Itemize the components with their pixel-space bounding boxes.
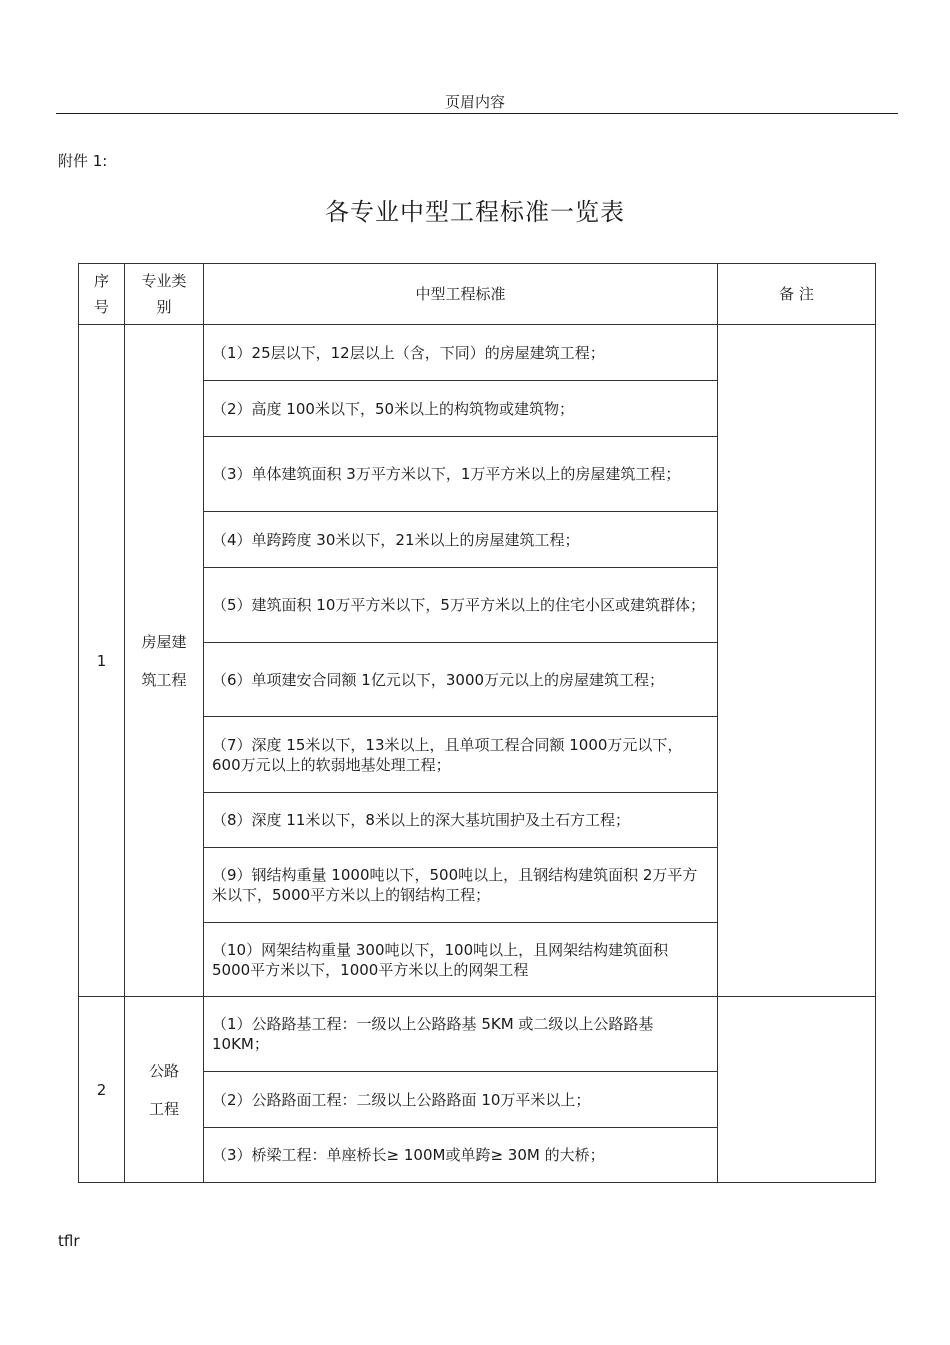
criteria-cell: （2）公路路面工程：二级以上公路路面 10万平米以上；	[204, 1072, 718, 1128]
seq-cell: 1	[79, 325, 125, 997]
page-header-text: 页眉内容	[444, 93, 505, 111]
criteria-cell: （4）单跨跨度 30米以下，21米以上的房屋建筑工程；	[204, 512, 718, 568]
table-body	[79, 325, 876, 1183]
criteria-cell: （9）钢结构重量 1000吨以下，500吨以上，且钢结构建筑面积 2万平方米以下，5000平方米以上的钢结构工程；	[204, 848, 718, 923]
criteria-cell: （8）深度 11米以下，8米以上的深大基坑围护及土石方工程；	[204, 793, 718, 848]
remark-header: 备 注	[718, 264, 876, 325]
header-rule	[56, 113, 898, 114]
criteria-cell: （6）单项建安合同额 1亿元以下，3000万元以上的房屋建筑工程；	[204, 643, 718, 717]
criteria-cell: （2）高度 100米以下，50米以上的构筑物或建筑物；	[204, 381, 718, 437]
attachment-label: 附件 1:	[58, 152, 108, 170]
criteria-cell: （3）单体建筑面积 3万平方米以下，1万平方米以上的房屋建筑工程；	[204, 437, 718, 512]
document-title: 各专业中型工程标准一览表	[325, 198, 625, 226]
criteria-cell: （1）公路路基工程：一级以上公路路基 5KM 或二级以上公路路基 10KM；	[204, 997, 718, 1072]
criteria-header: 中型工程标准	[204, 264, 718, 325]
category-header: 专业类别	[125, 264, 204, 325]
table-row	[79, 325, 876, 381]
standards-table	[78, 263, 876, 1183]
criteria-cell: （3）桥梁工程：单座桥长≥ 100M或单跨≥ 30M 的大桥；	[204, 1128, 718, 1183]
table-header-row	[79, 264, 876, 325]
table-row	[79, 997, 876, 1072]
remark-cell	[718, 997, 876, 1183]
category-cell: 公路工程	[125, 997, 204, 1183]
category-cell: 房屋建筑工程	[125, 325, 204, 997]
remark-cell	[718, 325, 876, 997]
seq-header: 序号	[79, 264, 125, 325]
criteria-cell: （10）网架结构重量 300吨以下，100吨以上，且网架结构建筑面积 5000平方米以下，1000平方米以上的网架工程	[204, 923, 718, 997]
seq-cell: 2	[79, 997, 125, 1183]
criteria-cell: （5）建筑面积 10万平方米以下，5万平方米以上的住宅小区或建筑群体；	[204, 568, 718, 643]
criteria-cell: （1）25层以下，12层以上（含，下同）的房屋建筑工程；	[204, 325, 718, 381]
criteria-cell: （7）深度 15米以下，13米以上，且单项工程合同额 1000万元以下，600万元以上的软弱地基处理工程；	[204, 717, 718, 793]
page-footer-text: tflr	[58, 1232, 80, 1250]
